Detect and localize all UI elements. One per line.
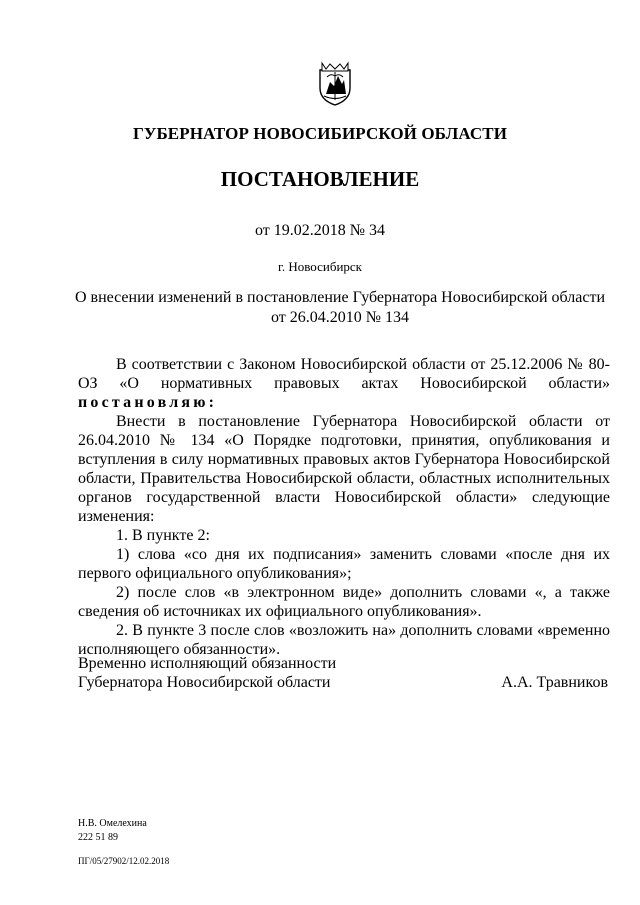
decree-word: постановляю: [78, 394, 218, 411]
subject-line-1: О внесении изменений в постановление Губернатора Новосибирской области [74, 289, 606, 306]
paragraph: 2) после слов «в электронном виде» дополнить словами «, а также сведения об источниках их официального опубликования». [78, 584, 610, 620]
paragraph: 1. В пункте 2: [116, 527, 210, 544]
city: г. Новосибирск [277, 259, 362, 274]
document-type-title: ПОСТАНОВЛЕНИЕ [220, 167, 420, 191]
subject-line-2: от 26.04.2010 № 134 [270, 309, 410, 326]
novosibirsk-coat-of-arms-icon [316, 60, 354, 106]
paragraph: 1) слова «со дня их подписания» заменить словами «после дня их первого официального опубликования»; [78, 546, 610, 582]
signatory-position [78, 654, 336, 692]
position-line-2: Губернатора Новосибирской области [78, 674, 331, 691]
preamble-paragraph [78, 355, 610, 412]
date-number: от 19.02.2018 № 34 [254, 222, 386, 239]
paragraph: 2. В пункте 3 после слов «возложить на» дополнить словами «временно исполняющего обязанности». [78, 622, 610, 658]
document-code: ПГ/05/27902/12.02.2018 [78, 856, 170, 866]
position-line-1: Временно исполняющий обязанности [78, 655, 337, 672]
executor-info [78, 817, 147, 845]
document-body [78, 355, 610, 659]
executor-name: Н.В. Омелехина [78, 818, 147, 829]
preamble-text: В соответствии с Законом Новосибирской области от 25.12.2006 № 80-ОЗ «О нормативных правовых актах Новосибирской области» [78, 356, 610, 392]
paragraph: Внести в постановление Губернатора Новосибирской области от 26.04.2010 № 134 «О Порядке подготовки, принятия, опубликования и вступления в силу нормативных правовых актов Губернатора Новосибирской области, Правительства Новосибирской области, областных исполнительных органов государственной власти Новосибирской области» следующие изменения: [78, 413, 610, 525]
executor-phone: 222 51 89 [78, 832, 118, 843]
signatory-name: А.А. Травников [501, 674, 608, 691]
document-subject [60, 288, 620, 328]
organization-title: ГУБЕРНАТОР НОВОСИБИРСКОЙ ОБЛАСТИ [132, 124, 508, 143]
